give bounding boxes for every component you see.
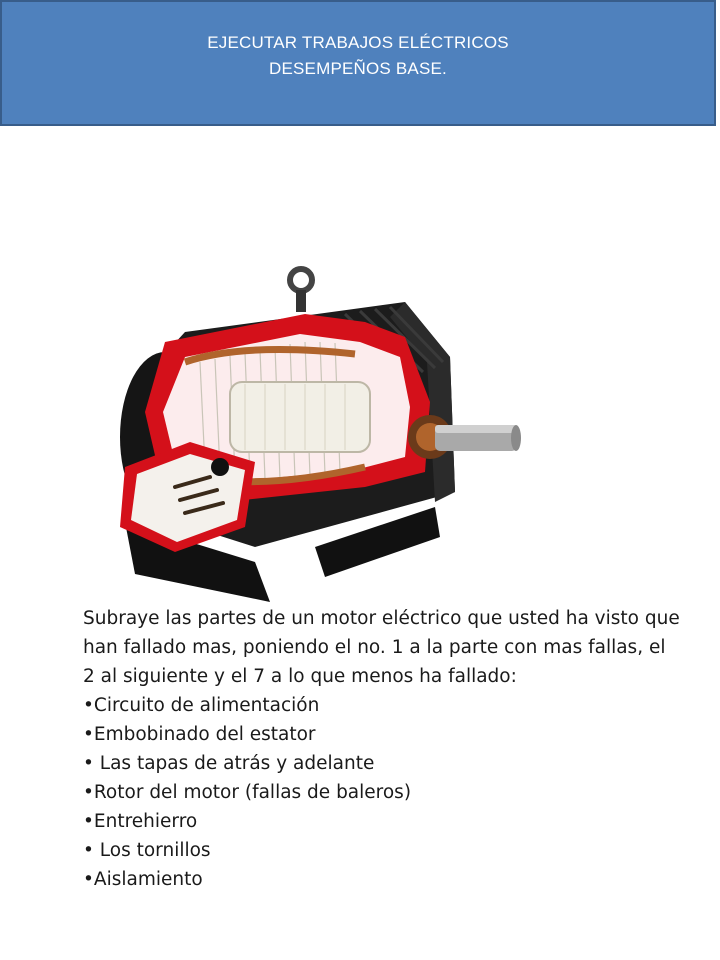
shaft-assembly — [408, 415, 521, 459]
title-banner — [0, 0, 716, 126]
motor-parts-list — [83, 691, 683, 894]
list-item: •Aislamiento — [83, 869, 203, 890]
list-item: •Entrehierro — [83, 811, 198, 832]
electric-motor-illustration — [105, 262, 525, 602]
title-line-1: EJECUTAR TRABAJOS ELÉCTRICOS — [207, 33, 509, 52]
title-line-2: DESEMPEÑOS BASE. — [269, 59, 447, 78]
instruction-block — [83, 604, 683, 894]
list-item: •Circuito de alimentación — [83, 695, 320, 716]
list-item: • Los tornillos — [83, 840, 211, 861]
list-item: • Las tapas de atrás y adelante — [83, 753, 375, 774]
list-item: •Embobinado del estator — [83, 724, 316, 745]
instruction-paragraph: Subraye las partes de un motor eléctrico que usted ha visto que han fallado mas, poniendo el no. 1 a la parte con mas fallas, el 2 al siguiente y el 7 a lo que menos ha fallado: — [83, 608, 680, 687]
lifting-eye — [290, 269, 312, 312]
list-item: •Rotor del motor (fallas de baleros) — [83, 782, 412, 803]
